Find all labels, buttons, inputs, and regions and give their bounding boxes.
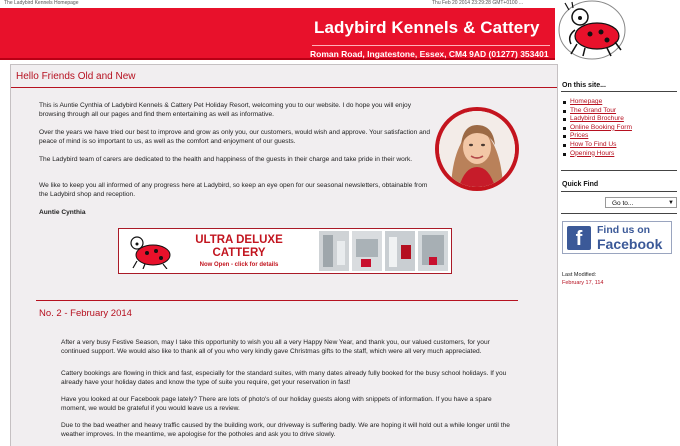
- site-title: Ladybird Kennels & Cattery: [314, 18, 540, 37]
- promo-subline: Now Open - click for details: [199, 262, 279, 268]
- sidebar-title: On this site...: [562, 82, 606, 89]
- news-paragraph: Due to the bad weather and heavy traffic caused by the building work, our driveway is suffering badly. We are hoping it will hold out a while longer until the weather improves. In the meantime, we apologise for the potholes and ask you to drive slowly.: [61, 422, 510, 438]
- last-modified-label: Last Modified:: [562, 272, 597, 278]
- heading-rule: [11, 87, 557, 88]
- news-paragraph: Have you looked at our Facebook page lately? There are lots of photo's of our holiday guests along with snippets of information. If you have a spare moment, we would be grateful if you would leave us a review.: [61, 396, 492, 412]
- promo-title-line2: CATTERY: [212, 247, 266, 259]
- site-banner: [0, 8, 555, 60]
- section-rule: [36, 300, 518, 301]
- nav-link-grand-tour[interactable]: The Grand Tour: [562, 107, 632, 116]
- last-modified-value: February 17, 114: [562, 280, 604, 286]
- news-paragraph: Cattery bookings are flowing in thick and fast, especially for the standard suites, with many dates already fully booked for the busy school holidays. If you already have your holiday dates and know the type of suite you require, get your reservation in fast!: [61, 370, 507, 386]
- signature: Auntie Cynthia: [39, 209, 86, 216]
- nav-link-homepage[interactable]: Homepage: [562, 98, 632, 107]
- nav-link-booking-form[interactable]: Online Booking Form: [562, 124, 632, 133]
- banner-divider: [312, 45, 550, 46]
- quick-find-value: Go to...: [612, 200, 634, 207]
- site-nav: [562, 98, 632, 158]
- facebook-button[interactable]: [562, 221, 672, 254]
- intro-paragraph: This is Auntie Cynthia of Ladybird Kennels & Cattery Pet Holiday Resort, welcoming you to our website. I do hope you will enjoy browsing through all our pages and find them entertaining as well as informative.: [39, 102, 412, 118]
- facebook-line2: Facebook: [597, 236, 663, 252]
- auntie-cynthia-portrait: [435, 107, 519, 191]
- site-address: Roman Road, Ingatestone, Essex, CM4 9AD (01277) 353401: [310, 49, 549, 59]
- facebook-line1: Find us on: [597, 224, 651, 236]
- cattery-photos: [319, 231, 449, 271]
- promo-title-line1: ULTRA DELUXE: [195, 234, 283, 246]
- news-heading: No. 2 - February 2014: [39, 308, 132, 319]
- nav-link-opening-hours[interactable]: Opening Hours: [562, 150, 632, 159]
- chevron-down-icon: ▼: [668, 200, 674, 206]
- nav-link-brochure[interactable]: Ladybird Brochure: [562, 115, 632, 124]
- quick-find-select[interactable]: [605, 197, 677, 208]
- intro-heading: Hello Friends Old and New: [16, 71, 136, 82]
- quick-find-title: Quick Find: [562, 181, 599, 188]
- sidebar-rule: [561, 213, 677, 214]
- main-content: [10, 64, 558, 446]
- ladybird-logo-icon[interactable]: [557, 0, 627, 60]
- nav-link-prices[interactable]: Prices: [562, 132, 632, 141]
- news-paragraph: After a very busy Festive Season, may I take this opportunity to wish you all a very Happy New Year, and thank you, our valued customers, for your continued support. We would also like to thank all of you who very kindly gave Christmas gifts to the staff, which were all very much appreciated.: [61, 339, 490, 355]
- sidebar-rule: [561, 170, 677, 171]
- facebook-icon: f: [567, 226, 591, 250]
- sidebar-rule: [561, 191, 677, 192]
- ladybird-mascot-icon: [123, 233, 175, 269]
- intro-paragraph: Over the years we have tried our best to improve and grow as only you, our customers, would wish and approve. Your satisfaction and peace of mind is so important to us, as well as the comfort and enjoyment of our guests.: [39, 129, 431, 145]
- nav-link-find-us[interactable]: How To Find Us: [562, 141, 632, 150]
- intro-paragraph: We like to keep you all informed of any progress here at Ladybird, so keep an eye open for our seasonal newsletters, obtainable from the Ladybird shop and reception.: [39, 182, 428, 198]
- cattery-promo-banner[interactable]: [118, 228, 452, 274]
- page-tab-title: The Ladybird Kennels Homepage: [4, 0, 79, 6]
- sidebar-rule: [561, 91, 677, 92]
- intro-paragraph: The Ladybird team of carers are dedicated to the health and happiness of the guests in their charge and take pride in their work.: [39, 156, 413, 163]
- datetime-text: Thu Feb 20 2014 23:29:28 GMT+0100 ...: [432, 0, 524, 6]
